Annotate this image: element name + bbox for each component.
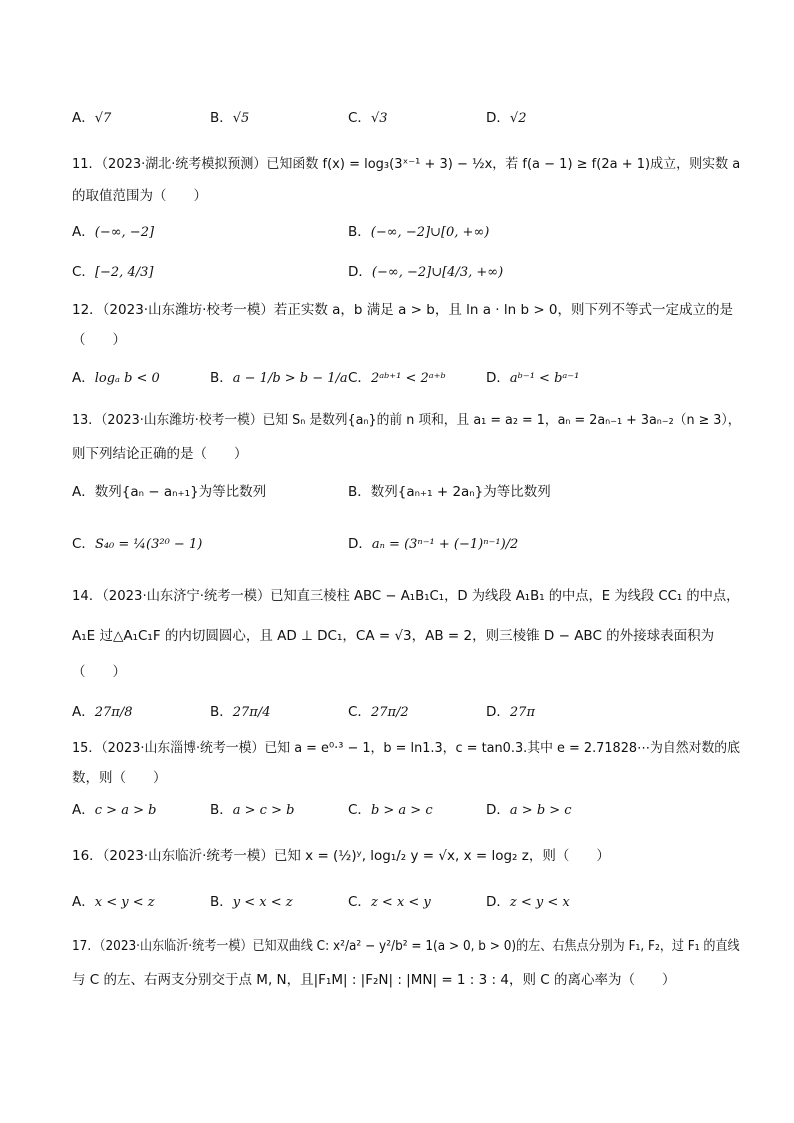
option-text: (−∞, −2] bbox=[94, 225, 155, 240]
q16-option-a[interactable] bbox=[72, 892, 155, 913]
option-text: b > a > c bbox=[370, 803, 433, 818]
option-letter: B． bbox=[348, 224, 371, 240]
option-letter: D． bbox=[486, 370, 510, 386]
q12-option-a[interactable] bbox=[72, 368, 160, 389]
option-letter: A． bbox=[72, 224, 95, 240]
q13-option-a[interactable] bbox=[72, 482, 266, 502]
option-text: √5 bbox=[232, 111, 250, 126]
option-letter: B． bbox=[210, 704, 233, 720]
q12-stem-cont: （ ） bbox=[72, 332, 126, 348]
q13-option-d[interactable] bbox=[348, 534, 518, 555]
option-text: logₐ b < 0 bbox=[94, 371, 160, 386]
option-text: [−2, 4/3] bbox=[94, 265, 154, 280]
q11-option-d[interactable] bbox=[348, 262, 503, 283]
option-text: (−∞, −2]∪[4/3, +∞) bbox=[371, 265, 504, 280]
option-text: √2 bbox=[509, 111, 527, 126]
option-text: aₙ = (3ⁿ⁻¹ + (−1)ⁿ⁻¹)/2 bbox=[371, 537, 519, 552]
q12-option-c[interactable] bbox=[348, 368, 446, 389]
q10-option-a[interactable] bbox=[72, 108, 111, 129]
option-text: a − 1/b > b − 1/a bbox=[232, 371, 348, 386]
q11-stem: 11．（2023·湖北·统考模拟预测）已知函数 f(x) = log₃(3ˣ⁻¹ + 3) − ½x，若 f(a − 1) ≥ f(2a + 1)成立，则实数 a bbox=[72, 156, 741, 172]
q14-option-d[interactable] bbox=[486, 702, 535, 723]
q17-stem: 17．（2023·山东临沂·统考一模）已知双曲线 C: x²/a² − y²/b² = 1(a > 0, b > 0)的左、右焦点分别为 F₁, F₂，过 F₁ 的直线 bbox=[72, 938, 740, 954]
option-text: 2ᵃᵇ⁺¹ < 2ᵃ⁺ᵇ bbox=[370, 371, 446, 386]
q16-option-b[interactable] bbox=[210, 892, 293, 913]
option-text: x < y < z bbox=[94, 895, 155, 910]
option-letter: D． bbox=[486, 802, 510, 818]
option-letter: A． bbox=[72, 894, 95, 910]
q16-stem: 16．（2023·山东临沂·统考一模）已知 x = (½)ʸ, log₁/₂ y = √x, x = log₂ z，则（ ） bbox=[72, 848, 610, 864]
q11-option-a[interactable] bbox=[72, 222, 154, 243]
option-text: y < x < z bbox=[232, 895, 293, 910]
q14-option-b[interactable] bbox=[210, 702, 271, 723]
q14-stem-cont: A₁E 过△A₁C₁F 的内切圆圆心，且 AD ⊥ DC₁，CA = √3，AB = 2，则三棱锥 D − ABC 的外接球表面积为 bbox=[72, 628, 715, 644]
q15-stem-cont: 数，则（ ） bbox=[72, 770, 167, 786]
q10-option-d[interactable] bbox=[486, 108, 526, 129]
option-text: √3 bbox=[370, 111, 388, 126]
q16-option-c[interactable] bbox=[348, 892, 431, 913]
option-text: a > c > b bbox=[232, 803, 295, 818]
option-letter: D． bbox=[486, 894, 510, 910]
q10-option-c[interactable] bbox=[348, 108, 388, 129]
q15-stem: 15．（2023·山东淄博·统考一模）已知 a = e⁰·³ − 1，b = ln1.3，c = tan0.3.其中 e = 2.71828⋯为自然对数的底 bbox=[72, 740, 741, 756]
option-letter: C． bbox=[72, 536, 95, 552]
option-text: 数列{aₙ₊₁ + 2aₙ}为等比数列 bbox=[370, 484, 551, 500]
option-text: 27π bbox=[509, 705, 535, 720]
q11-option-c[interactable] bbox=[72, 262, 153, 283]
option-text: z < x < y bbox=[370, 895, 431, 910]
option-letter: C． bbox=[348, 110, 371, 126]
option-text: S₄₀ = ¼(3²⁰ − 1) bbox=[94, 537, 203, 552]
q12-option-b[interactable] bbox=[210, 368, 348, 389]
q11-stem-cont: 的取值范围为（ ） bbox=[72, 188, 207, 204]
q13-stem-cont: 则下列结论正确的是（ ） bbox=[72, 446, 248, 462]
option-text: 27π/8 bbox=[94, 705, 133, 720]
option-letter: D． bbox=[486, 704, 510, 720]
option-text: aᵇ⁻¹ < bᵃ⁻¹ bbox=[509, 371, 580, 386]
option-letter: A． bbox=[72, 802, 95, 818]
q15-option-a[interactable] bbox=[72, 800, 156, 821]
q12-stem: 12．（2023·山东潍坊·校考一模）若正实数 a，b 满足 a > b，且 ln a · ln b > 0，则下列不等式一定成立的是 bbox=[72, 302, 734, 318]
q14-option-a[interactable] bbox=[72, 702, 133, 723]
option-letter: C． bbox=[348, 802, 371, 818]
option-letter: C． bbox=[348, 894, 371, 910]
option-letter: D． bbox=[348, 536, 372, 552]
q13-stem: 13．（2023·山东潍坊·校考一模）已知 Sₙ 是数列{aₙ}的前 n 项和，且 a₁ = a₂ = 1，aₙ = 2aₙ₋₁ + 3aₙ₋₂（n ≥ 3）， bbox=[72, 412, 741, 428]
option-text: (−∞, −2]∪[0, +∞) bbox=[370, 225, 490, 240]
option-text: 27π/4 bbox=[232, 705, 271, 720]
q13-option-c[interactable] bbox=[72, 534, 202, 555]
option-letter: D． bbox=[486, 110, 510, 126]
q14-stem: 14．（2023·山东济宁·统考一模）已知直三棱柱 ABC − A₁B₁C₁，D 为线段 A₁B₁ 的中点，E 为线段 CC₁ 的中点， bbox=[72, 588, 740, 604]
q11-option-b[interactable] bbox=[348, 222, 489, 243]
option-letter: C． bbox=[348, 704, 371, 720]
option-letter: A． bbox=[72, 484, 95, 500]
option-letter: B． bbox=[210, 802, 233, 818]
q16-option-d[interactable] bbox=[486, 892, 570, 913]
option-letter: B． bbox=[210, 110, 233, 126]
q14-option-c[interactable] bbox=[348, 702, 409, 723]
q14-stem-cont-2: （ ） bbox=[72, 664, 126, 680]
option-letter: A． bbox=[72, 110, 95, 126]
option-text: z < y < x bbox=[509, 895, 570, 910]
option-letter: D． bbox=[348, 264, 372, 280]
option-text: c > a > b bbox=[94, 803, 157, 818]
option-letter: B． bbox=[348, 484, 371, 500]
option-letter: B． bbox=[210, 894, 233, 910]
q15-option-b[interactable] bbox=[210, 800, 294, 821]
option-text: a > b > c bbox=[509, 803, 572, 818]
q10-option-b[interactable] bbox=[210, 108, 249, 129]
q15-option-d[interactable] bbox=[486, 800, 572, 821]
q17-stem-cont: 与 C 的左、右两支分别交于点 M, N，且|F₁M| : |F₂N| : |MN| = 1 : 3 : 4，则 C 的离心率为（ ） bbox=[72, 972, 676, 988]
option-letter: A． bbox=[72, 370, 95, 386]
q15-option-c[interactable] bbox=[348, 800, 433, 821]
option-text: 27π/2 bbox=[370, 705, 409, 720]
q12-option-d[interactable] bbox=[486, 368, 579, 389]
option-letter: B． bbox=[210, 370, 233, 386]
option-text: √7 bbox=[94, 111, 112, 126]
option-text: 数列{aₙ − aₙ₊₁}为等比数列 bbox=[94, 484, 267, 500]
option-letter: A． bbox=[72, 704, 95, 720]
option-letter: C． bbox=[72, 264, 95, 280]
q13-option-b[interactable] bbox=[348, 482, 551, 502]
option-letter: C． bbox=[348, 370, 371, 386]
